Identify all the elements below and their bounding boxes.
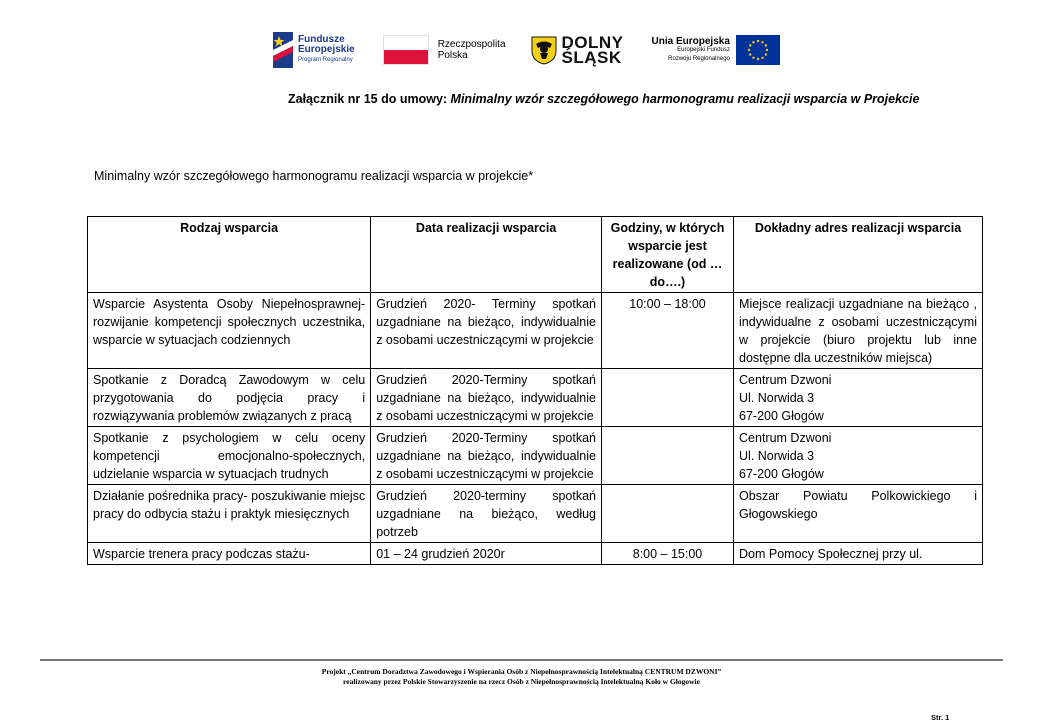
address-line: 67-200 Głogów [739, 409, 824, 423]
header-date: Data realizacji wsparcia [371, 217, 602, 293]
logo-unia-europejska [652, 35, 780, 65]
document-title: Minimalny wzór szczegółowego harmonogramu realizacji wsparcia w projekcie* [94, 169, 534, 183]
schedule-table [87, 216, 983, 565]
ue-line1: Unia Europejska [651, 35, 730, 47]
header-address: Dokładny adres realizacji wsparcia [734, 217, 983, 293]
cell-address [734, 293, 983, 369]
logo-dolny-slask [530, 35, 624, 65]
address-line: Dom Pomocy Społecznej przy ul. [739, 547, 923, 561]
rp-line1: Rzeczpospolita [437, 39, 506, 50]
fe-line3: Program Regionalny [298, 57, 353, 63]
cell-hours [602, 369, 734, 427]
annex-title: Minimalny wzór szczegółowego harmonogramu realizacji wsparcia w Projekcie [450, 92, 920, 106]
eu-flag-icon [736, 35, 780, 65]
cell-date: Grudzień 2020-Terminy spotkań uzgadniane na bieżąco, indywidualnie z osobami uczestniczącymi w projekcie [371, 427, 602, 485]
footer-line1: Projekt „Centrum Doradztwa Zawodowego i Wspierania Osób z Niepełnosprawnością Intelektualną CENTRUM DZWONI” [321, 667, 722, 676]
cell-hours [602, 427, 734, 485]
header-support-type: Rodzaj wsparcia [88, 217, 371, 293]
address-line: Ul. Norwida 3 [739, 391, 815, 405]
cell-support-type: Działanie pośrednika pracy- poszukiwanie miejsc pracy do odbycia stażu i praktyk miesięcznych [88, 485, 371, 543]
footer-line2: realizowany przez Polskie Stowarzyszenie na rzecz Osób z Niepełnosprawnością Intelektualną Koło w Głogowie [343, 677, 700, 686]
fundusze-europejskie-emblem-icon [273, 32, 293, 68]
logo-rzeczpospolita-polska [383, 35, 506, 65]
cell-support-type: Spotkanie z Doradcą Zawodowym w celu przygotowania do podjęcia pracy i rozwiązywania problemów związanych z pracą [88, 369, 371, 427]
annex-prefix: Załącznik nr 15 do umowy: [288, 92, 451, 106]
table-row [88, 369, 983, 427]
address-line: Obszar Powiatu Polkowickiego i Głogowskiego [739, 489, 977, 521]
fe-line1: Fundusze [298, 34, 345, 45]
cell-address [734, 427, 983, 485]
polish-flag-icon [383, 35, 429, 65]
cell-date: 01 – 24 grudzień 2020r [371, 543, 602, 565]
header-hours: Godziny, w których wsparcie jest realizowane (od … do….) [602, 217, 734, 293]
cell-date: Grudzień 2020- Terminy spotkań uzgadniane na bieżąco, indywidualnie z osobami uczestniczącymi w projekcie [371, 293, 602, 369]
rp-line2: Polska [437, 50, 468, 61]
footer-divider [40, 659, 1003, 661]
table-row [88, 293, 983, 369]
cell-support-type: Wsparcie Asystenta Osoby Niepełnosprawnej- rozwijanie kompetencji społecznych uczestnika, wsparcie w sytuacjach codziennych [88, 293, 371, 369]
cell-address [734, 369, 983, 427]
table-row [88, 485, 983, 543]
cell-support-type: Spotkanie z psychologiem w celu oceny kompetencji emocjonalno-społecznych, udzielanie wsparcia w sytuacjach trudnych [88, 427, 371, 485]
table-header-row [88, 217, 983, 293]
ds-line2: ŚLĄSK [561, 48, 622, 67]
footer [0, 667, 1043, 687]
ds-line1: DOLNY [561, 33, 624, 52]
cell-hours: 8:00 – 15:00 [602, 543, 734, 565]
address-line: Ul. Norwida 3 [739, 449, 815, 463]
ue-line2: Europejski Fundusz [677, 46, 730, 53]
dolny-slask-eagle-icon [530, 35, 558, 65]
cell-address [734, 485, 983, 543]
table-row [88, 543, 983, 565]
ue-line3: Rozwoju Regionalnego [668, 55, 730, 62]
cell-support-type: Wsparcie trenera pracy podczas stażu- [88, 543, 371, 565]
address-line: Centrum Dzwoni [739, 373, 832, 387]
cell-address [734, 543, 983, 565]
logo-fundusze-europejskie [273, 32, 355, 68]
address-line: Centrum Dzwoni [739, 431, 832, 445]
table-row [88, 427, 983, 485]
address-line: 67-200 Głogów [739, 467, 824, 481]
cell-hours [602, 485, 734, 543]
fe-line2: Europejskie [298, 44, 355, 55]
cell-hours: 10:00 – 18:00 [602, 293, 734, 369]
annex-heading [288, 92, 919, 106]
cell-date: Grudzień 2020-terminy spotkań uzgadniane na bieżąco, według potrzeb [371, 485, 602, 543]
page-number: Str. 1 [931, 713, 950, 722]
cell-date: Grudzień 2020-Terminy spotkań uzgadniane na bieżąco, indywidualnie z osobami uczestniczącymi w projekcie [371, 369, 602, 427]
address-line: Miejsce realizacji uzgadniane na bieżąco , indywidualne z osobami uczestniczącymi w projekcie (biuro projektu lub inne dostępne dla uczestników miejsca) [739, 297, 977, 365]
header-logos [273, 32, 780, 68]
